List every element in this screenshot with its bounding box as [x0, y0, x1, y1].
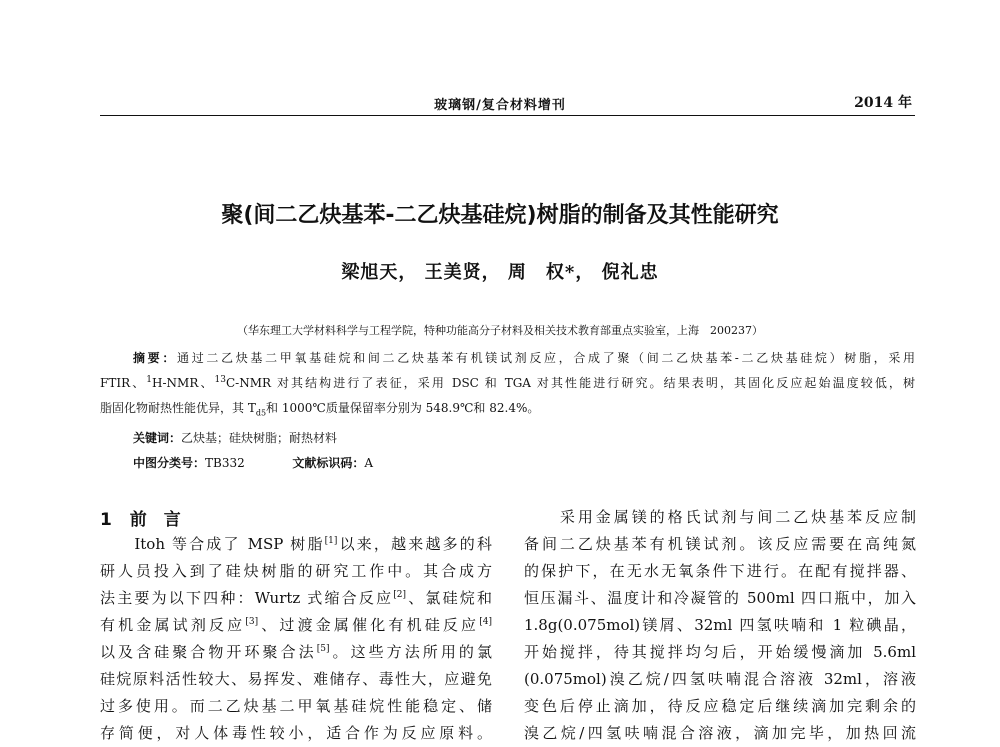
text-run: 开始搅拌，待其搅拌均匀后，开始缓慢滴加 5.6ml	[524, 643, 916, 661]
text-run: H-NMR、	[152, 376, 215, 390]
text-line	[100, 346, 915, 371]
authors: 梁旭天， 王美贤， 周 权*， 倪礼忠	[341, 262, 659, 283]
text-run: 过多使用。而二乙炔基二甲氧基硅烷性能稳定、储	[100, 697, 492, 715]
text-run: 备间二乙炔基苯有机镁试剂。该反应需要在高纯氮	[524, 535, 916, 553]
classification-label: 中图分类号：	[133, 456, 206, 470]
citation-ref: [5]	[316, 644, 330, 654]
abstract	[100, 346, 915, 421]
text-run: 脂固化物耐热性能优异，其 T	[100, 401, 256, 415]
keywords	[133, 429, 337, 446]
abstract-label: 摘要：	[133, 351, 178, 365]
text-line	[100, 371, 915, 396]
section-title: 前 言	[129, 510, 181, 530]
text-line	[524, 666, 916, 693]
citation-ref: [2]	[393, 590, 407, 600]
text-run: 硅烷原料活性较大、易挥发、难储存、毒性大，应避免	[100, 670, 492, 688]
text-line	[524, 531, 916, 558]
text-run: C-NMR 对其结构进行了表征，采用 DSC 和 TGA 对其性能进行研究。结果表明，其固化反应起始温度较低，树	[225, 376, 916, 390]
text-run: 的保护下，在无水无氧条件下进行。在配有搅拌器、	[524, 562, 916, 580]
citation-ref: [4]	[479, 617, 492, 627]
citation-ref: 1	[146, 375, 153, 385]
text-run: 、过渡金属催化有机硅反应	[258, 616, 480, 634]
keywords-value: 乙炔基；硅炔树脂；耐热材料	[181, 431, 338, 445]
text-run: 和 1000℃质量保留率分别为 548.9℃和 82.4%。	[266, 401, 540, 415]
text-line	[100, 693, 492, 720]
paper-title: 聚(间二乙炔基苯-二乙炔基硅烷)树脂的制备及其性能研究	[221, 203, 779, 228]
text-run: 以来，越来越多的科	[337, 535, 492, 553]
text-line	[524, 504, 916, 531]
text-run: 有机金属试剂反应	[100, 616, 246, 634]
affiliation: （华东理工大学材料科学与工程学院，特种功能高分子材料及相关技术教育部重点实验室，上海 200237）	[237, 324, 763, 337]
text-line	[524, 612, 916, 639]
text-line	[524, 558, 916, 585]
text-run: 采用金属镁的格氏试剂与间二乙炔基苯反应制	[524, 508, 916, 526]
subscript: d5	[255, 408, 267, 418]
document-code-value: A	[364, 456, 374, 470]
running-header-year: 2014 年	[854, 95, 912, 111]
text-line	[524, 585, 916, 612]
text-run: FTIR、	[100, 376, 147, 390]
text-run: 研人员投入到了硅炔树脂的研究工作中。其合成方	[100, 562, 492, 580]
text-run: Itoh 等合成了 MSP 树脂	[100, 535, 325, 553]
text-line	[100, 666, 492, 693]
text-run: 1.8g(0.075mol)镁屑、32ml 四氢呋喃和 1 粒碘晶，	[524, 616, 916, 634]
text-line	[100, 396, 915, 421]
text-run: 变色后停止滴加，待反应稳定后继续滴加完剩余的	[524, 697, 916, 715]
text-run: 溴乙烷/四氢呋喃混合溶液，滴加完毕，加热回流	[524, 724, 916, 742]
section-number: 1	[100, 510, 112, 530]
running-header-journal: 玻璃钢/复合材料增刊	[434, 98, 566, 113]
text-run: 。这些方法所用的氯	[329, 643, 492, 661]
text-line	[100, 612, 492, 639]
document-code-label: 文献标识码：	[292, 456, 365, 470]
section-heading	[100, 505, 181, 530]
text-run: 恒压漏斗、温度计和冷凝管的 500ml 四口瓶中，加入	[524, 589, 916, 607]
text-line	[100, 585, 492, 612]
text-line	[100, 639, 492, 666]
text-line	[100, 720, 492, 747]
classification-value: TB332	[205, 456, 245, 470]
text-run: 通过二乙炔基二甲氧基硅烷和间二乙炔基苯有机镁试剂反应，合成了聚（间二乙炔基苯-二乙炔基硅烷）树脂，采用	[177, 351, 915, 365]
header-divider	[100, 115, 915, 116]
text-run: 、氯硅烷和	[406, 589, 492, 607]
text-line	[100, 531, 492, 558]
text-line	[524, 693, 916, 720]
citation-ref: 13	[214, 375, 226, 385]
classification	[133, 454, 373, 471]
text-line	[524, 720, 916, 747]
text-run: 法主要为以下四种：Wurtz 式缩合反应	[100, 589, 394, 607]
keywords-label: 关键词：	[133, 431, 182, 445]
text-run: 以及含硅聚合物开环聚合法	[100, 643, 317, 661]
text-run: (0.075mol)溴乙烷/四氢呋喃混合溶液 32ml，溶液	[524, 670, 916, 688]
left-column	[100, 531, 492, 747]
text-run: 存简便，对人体毒性较小，适合作为反应原料。	[100, 724, 492, 742]
text-line	[524, 639, 916, 666]
citation-ref: [3]	[245, 617, 259, 627]
right-column	[524, 504, 916, 747]
citation-ref: [1]	[324, 536, 338, 546]
text-line	[100, 558, 492, 585]
